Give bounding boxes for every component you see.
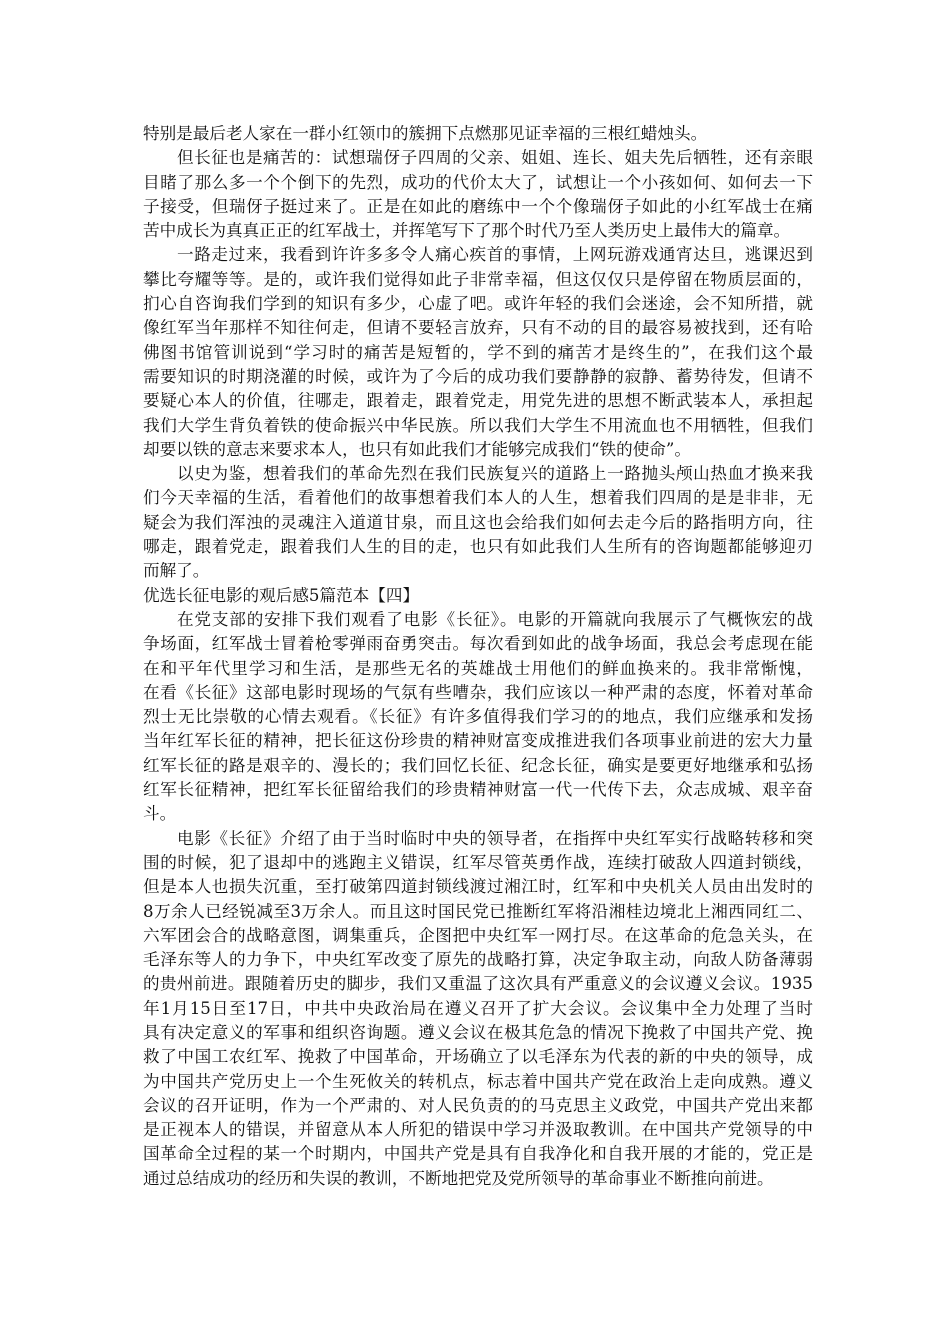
text-line: 像红军当年那样不知往何走，但请不要轻言放弃，只有不动的目的最容易被找到，还有哈 bbox=[143, 318, 813, 338]
paragraph bbox=[143, 122, 813, 146]
text-line: 是正视本人的错误，并留意从本人所犯的错误中学习并汲取教训。在中国共产党领导的中 bbox=[143, 1120, 813, 1140]
paragraph bbox=[143, 243, 813, 462]
text-line: 但长征也是痛苦的：试想瑞伢子四周的父亲、姐姐、连长、姐夫先后牺牲，还有亲眼 bbox=[177, 148, 813, 168]
text-line: 为中国共产党历史上一个生死攸关的转机点，标志着中国共产党在政治上走向成熟。遵义 bbox=[143, 1071, 813, 1091]
text-line: 子接受，但瑞伢子挺过来了。正是在如此的磨练中一个个像瑞伢子如此的小红军战士在痛 bbox=[143, 196, 813, 216]
text-line: 通过总结成功的经历和失误的教训，不断地把党及党所领导的革命事业不断推向前进。 bbox=[143, 1168, 774, 1188]
text-line: 国革命全过程的某一个时期内，中国共产党是具有自我净化和自我开展的才能的，党正是 bbox=[143, 1144, 813, 1164]
text-line: 8万余人已经锐减至3万余人。而且这时国民党已推断红军将沿湘桂边境北上湘西同红二、 bbox=[143, 901, 813, 921]
text-line: 佛图书馆管训说到“学习时的痛苦是短暂的，学不到的痛苦才是终生的”，在我们这个最 bbox=[143, 342, 813, 362]
text-line: 救了中国工农红军、挽救了中国革命，开场确立了以毛泽东为代表的新的中央的领导，成 bbox=[143, 1047, 813, 1067]
text-line: 却要以铁的意志来要求本人，也只有如此我们才能够完成我们“铁的使命”。 bbox=[143, 439, 691, 459]
text-line: 在党支部的安排下我们观看了电影《长征》。电影的开篇就向我展示了气概恢宏的战 bbox=[177, 609, 813, 629]
text-line: 目睹了那么多一个个倒下的先烈，成功的代价太大了，试想让一个小孩如何、如何去一下 bbox=[143, 172, 813, 192]
text-line: 会议的召开证明，作为一个严肃的、对人民负责的的马克思主义政党，中国共产党出来都 bbox=[143, 1095, 813, 1115]
text-line: 具有决定意义的军事和组织咨询题。遵义会议在极其危急的情况下挽救了中国共产党、挽 bbox=[143, 1022, 813, 1042]
text-line: 们今天幸福的生活，看着他们的故事想着我们本人的人生，想着我们四周的是是非非，无 bbox=[143, 488, 813, 508]
text-line: 的贵州前进。跟随着历史的脚步，我们又重温了这次具有严重意义的会议遵义会议。1935 bbox=[143, 974, 813, 994]
text-line: 但是本人也损失沉重，至打破第四道封锁线渡过湘江时，红军和中央机关人员由出发时的 bbox=[143, 877, 813, 897]
text-line: 苦中成长为真真正正的红军战士，并挥笔写下了那个时代乃至人类历史上最伟大的篇章。 bbox=[143, 221, 791, 241]
text-line: 我们大学生背负着铁的使命振兴中华民族。所以我们大学生不用流血也不用牺牲，但我们 bbox=[143, 415, 813, 435]
text-line: 争场面，红军战士冒着枪零弹雨奋勇突击。每次看到如此的战争场面，我总会考虑现在能 bbox=[143, 634, 813, 654]
text-line: 需要知识的时期浇灌的时候，或许为了今后的成功我们要静静的寂静、蓄势待发，但请不 bbox=[143, 366, 813, 386]
document-body bbox=[143, 122, 813, 1191]
text-line: 电影《长征》介绍了由于当时临时中央的领导者，在指挥中央红军实行战略转移和突 bbox=[177, 828, 813, 848]
text-line: 扪心自咨询我们学到的知识有多少，心虚了吧。或许年轻的我们会迷途，会不知所措，就 bbox=[143, 294, 813, 314]
text-line: 红军长征的路是艰辛的、漫长的；我们回忆长征、纪念长征，确实是要更好地继承和弘扬 bbox=[143, 755, 813, 775]
text-line: 当年红军长征的精神，把长征这份珍贵的精神财富变成推进我们各项事业前进的宏大力量 bbox=[143, 731, 813, 751]
text-line: 而解了。 bbox=[143, 561, 210, 581]
text-line: 以史为鉴，想着我们的革命先烈在我们民族复兴的道路上一路抛头颅山热血才换来我 bbox=[177, 464, 813, 484]
text-line: 年1月15日至17日，中共中央政治局在遵义召开了扩大会议。会议集中全力处理了当时 bbox=[143, 998, 813, 1018]
text-line: 哪走，跟着党走，跟着我们人生的目的走，也只有如此我们人生所有的咨询题都能够迎刃 bbox=[143, 537, 813, 557]
paragraph bbox=[143, 608, 813, 827]
text-line: 要疑心本人的价值，往哪走，跟着走，跟着党走，用党先进的思想不断武装本人，承担起 bbox=[143, 391, 813, 411]
paragraph bbox=[143, 146, 813, 243]
paragraph bbox=[143, 827, 813, 1191]
text-line: 攀比夸耀等等。是的，或许我们觉得如此子非常幸福，但这仅仅只是停留在物质层面的， bbox=[143, 269, 813, 289]
text-line: 围的时候，犯了退却中的逃跑主义错误，红军尽管英勇作战，连续打破敌人四道封锁线， bbox=[143, 852, 813, 872]
text-line: 烈士无比崇敬的心情去观看。《长征》有许多值得我们学习的的地点，我们应继承和发扬 bbox=[143, 707, 813, 727]
text-line: 一路走过来，我看到许许多多令人痛心疾首的事情，上网玩游戏通宵达旦，逃课迟到 bbox=[177, 245, 813, 265]
text-line: 斗。 bbox=[143, 804, 177, 824]
text-line: 红军长征精神，把红军长征留给我们的珍贵精神财富一代一代传下去，众志成城、艰辛奋 bbox=[143, 780, 813, 800]
text-line: 在看《长征》这部电影时现场的气氛有些嘈杂，我们应该以一种严肃的态度，怀着对革命 bbox=[143, 682, 813, 702]
text-line: 优选长征电影的观后感5篇范本【四】 bbox=[143, 585, 420, 605]
text-line: 毛泽东等人的力争下，中央红军改变了原先的战略打算，决定争取主动，向敌人防备薄弱 bbox=[143, 950, 813, 970]
section-heading bbox=[143, 584, 813, 608]
text-line: 六军团会合的战略意图，调集重兵，企图把中央红军一网打尽。在这革命的危急关头，在 bbox=[143, 925, 813, 945]
text-line: 特别是最后老人家在一群小红领巾的簇拥下点燃那见证幸福的三根红蜡烛头。 bbox=[143, 124, 708, 143]
paragraph bbox=[143, 462, 813, 583]
text-line: 疑会为我们浑浊的灵魂注入道道甘泉，而且这也会给我们如何去走今后的路指明方向，往 bbox=[143, 512, 813, 532]
text-line: 在和平年代里学习和生活，是那些无名的英雄战士用他们的鲜血换来的。我非常惭愧， bbox=[143, 658, 813, 678]
